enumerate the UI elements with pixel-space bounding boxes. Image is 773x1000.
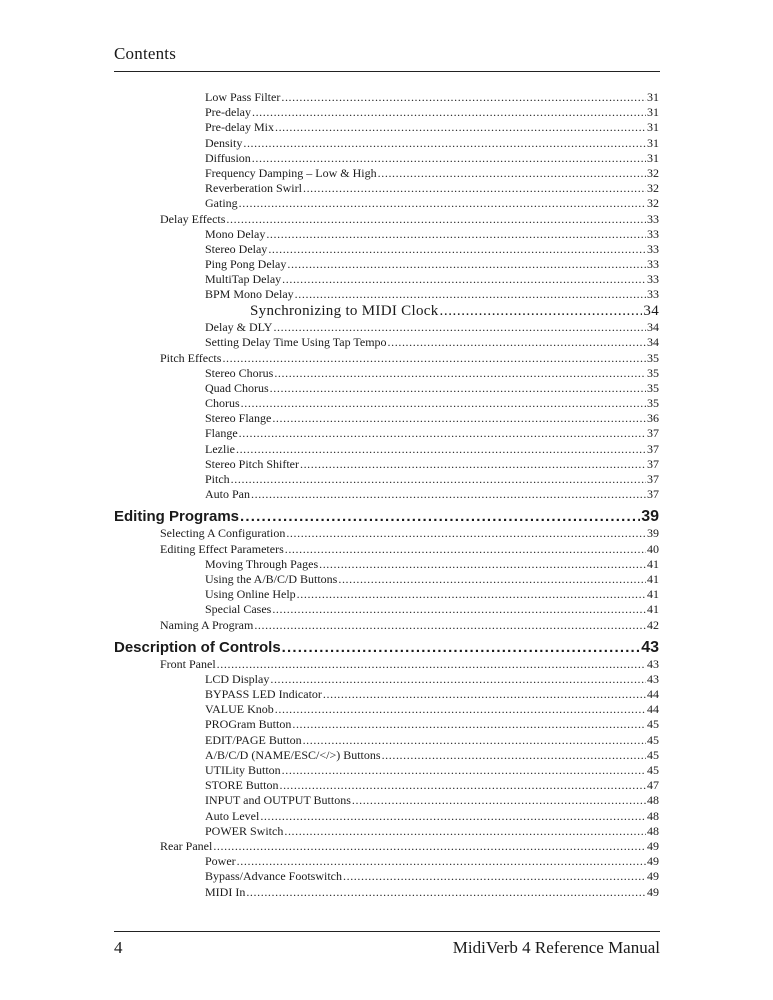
toc-entry-page: 39: [641, 508, 659, 526]
toc-entry[interactable]: [0, 287, 773, 302]
toc-entry-title: A/B/C/D (NAME/ESC/</>) Buttons: [205, 747, 381, 762]
toc-entry-page: 31: [647, 135, 659, 150]
toc-leader-dots: [246, 885, 646, 900]
toc-leader-dots: [254, 618, 646, 633]
toc-entry[interactable]: [0, 672, 773, 687]
toc-entry-title: Lezlie: [205, 441, 235, 456]
toc-entry[interactable]: [0, 272, 773, 287]
toc-entry[interactable]: [0, 257, 773, 272]
toc-entry-title: Selecting A Configuration: [160, 526, 286, 541]
toc-entry[interactable]: [0, 351, 773, 366]
toc-entry-title: Synchronizing to MIDI Clock: [250, 302, 439, 319]
toc-leader-dots: [252, 105, 646, 120]
toc-entry-page: 49: [647, 838, 659, 853]
toc-entry[interactable]: [0, 793, 773, 808]
toc-leader-dots: [272, 411, 646, 426]
toc-entry[interactable]: [0, 824, 773, 839]
toc-entry-page: 42: [647, 617, 659, 632]
toc-leader-dots: [282, 272, 646, 287]
toc-entry-page: 37: [647, 441, 659, 456]
toc-leader-dots: [285, 542, 646, 557]
toc-entry[interactable]: [0, 572, 773, 587]
toc-leader-dots: [303, 181, 646, 196]
toc-entry[interactable]: [0, 687, 773, 702]
toc-entry-title: PROGram Button: [205, 717, 292, 732]
toc-leader-dots: [286, 526, 646, 541]
toc-entry-title: Mono Delay: [205, 226, 266, 241]
toc-entry[interactable]: [0, 396, 773, 411]
page-header-title: Contents: [114, 44, 177, 63]
table-of-contents: [0, 90, 773, 900]
toc-entry-page: 48: [647, 808, 659, 823]
toc-entry-page: 33: [647, 226, 659, 241]
toc-entry-page: 31: [647, 120, 659, 135]
toc-entry-page: 41: [647, 602, 659, 617]
toc-entry-page: 49: [647, 884, 659, 899]
toc-leader-dots: [243, 136, 646, 151]
toc-entry-title: INPUT and OUTPUT Buttons: [205, 793, 351, 808]
toc-leader-dots: [297, 587, 646, 602]
toc-entry-page: 32: [647, 165, 659, 180]
toc-entry-page: 37: [647, 472, 659, 486]
toc-entry-page: 49: [647, 854, 659, 869]
toc-leader-dots: [231, 472, 646, 487]
toc-entry-page: 49: [647, 869, 659, 884]
toc-entry-title: BPM Mono Delay: [205, 287, 294, 302]
toc-leader-dots: [275, 702, 646, 717]
toc-entry[interactable]: [0, 557, 773, 572]
toc-leader-dots: [237, 854, 646, 869]
toc-entry-page: 44: [647, 687, 659, 702]
toc-entry-title: Using Online Help: [205, 587, 296, 602]
toc-entry[interactable]: [0, 136, 773, 151]
toc-leader-dots: [282, 638, 641, 657]
toc-entry-page: 32: [647, 196, 659, 211]
toc-entry[interactable]: [0, 90, 773, 105]
toc-entry-title: Auto Pan: [205, 487, 250, 502]
toc-entry-title: Power: [205, 854, 236, 869]
toc-entry[interactable]: [0, 196, 773, 211]
toc-leader-dots: [287, 257, 646, 272]
toc-leader-dots: [272, 602, 646, 617]
toc-entry-page: 39: [647, 526, 659, 541]
toc-entry-title: Front Panel: [160, 656, 216, 671]
toc-entry-page: 31: [647, 90, 659, 104]
toc-leader-dots: [338, 572, 646, 587]
toc-entry[interactable]: [0, 809, 773, 824]
toc-entry[interactable]: [0, 105, 773, 120]
toc-entry[interactable]: [0, 457, 773, 472]
toc-entry-title: Density: [205, 135, 243, 150]
toc-entry-title: Gating: [205, 196, 238, 211]
toc-leader-dots: [236, 442, 646, 457]
toc-leader-dots: [300, 457, 646, 472]
toc-entry-title: POWER Switch: [205, 823, 284, 838]
toc-entry-page: 40: [647, 541, 659, 556]
toc-entry-title: Pitch Effects: [160, 350, 222, 365]
toc-leader-dots: [273, 320, 646, 335]
toc-entry[interactable]: [0, 381, 773, 396]
toc-entry[interactable]: [0, 411, 773, 426]
toc-entry[interactable]: [0, 854, 773, 869]
toc-leader-dots: [279, 778, 646, 793]
toc-leader-dots: [266, 227, 646, 242]
toc-entry[interactable]: [0, 227, 773, 242]
footer-rule: [114, 931, 660, 932]
toc-leader-dots: [319, 557, 646, 572]
toc-entry-title: Pre-delay: [205, 105, 251, 120]
toc-entry[interactable]: [0, 542, 773, 557]
toc-entry-page: 35: [647, 396, 659, 411]
toc-leader-dots: [295, 287, 646, 302]
toc-leader-dots: [281, 90, 646, 105]
toc-entry[interactable]: [0, 166, 773, 181]
toc-entry-page: 35: [647, 350, 659, 365]
toc-leader-dots: [252, 151, 646, 166]
toc-leader-dots: [388, 335, 646, 350]
toc-leader-dots: [275, 120, 646, 135]
toc-entry[interactable]: [0, 212, 773, 227]
toc-entry-title: Stereo Flange: [205, 411, 272, 426]
toc-entry-page: 31: [647, 105, 659, 120]
toc-leader-dots: [378, 166, 646, 181]
toc-leader-dots: [352, 793, 646, 808]
toc-entry-title: Stereo Delay: [205, 241, 268, 256]
toc-leader-dots: [239, 196, 646, 211]
toc-entry-title: Naming A Program: [160, 617, 254, 632]
toc-entry-title: VALUE Knob: [205, 702, 274, 717]
toc-entry[interactable]: [0, 181, 773, 196]
toc-leader-dots: [284, 824, 646, 839]
toc-leader-dots: [268, 242, 646, 257]
toc-entry-page: 41: [647, 587, 659, 602]
toc-entry-page: 33: [647, 257, 659, 272]
toc-entry[interactable]: [0, 120, 773, 135]
toc-entry-page: 33: [647, 211, 659, 226]
toc-entry-title: Stereo Pitch Shifter: [205, 456, 299, 471]
toc-entry[interactable]: [0, 869, 773, 884]
toc-entry-title: Stereo Chorus: [205, 365, 274, 380]
toc-leader-dots: [240, 507, 640, 526]
toc-entry[interactable]: [0, 778, 773, 793]
toc-entry[interactable]: [0, 733, 773, 748]
toc-entry-page: 45: [647, 747, 659, 762]
toc-entry-page: 36: [647, 411, 659, 426]
toc-entry-page: 35: [647, 380, 659, 395]
toc-leader-dots: [213, 839, 646, 854]
toc-entry-title: EDIT/PAGE Button: [205, 732, 302, 747]
toc-entry-page: 32: [647, 181, 659, 196]
toc-entry-page: 43: [647, 656, 659, 671]
toc-entry-title: MultiTap Delay: [205, 272, 282, 287]
toc-entry[interactable]: [0, 839, 773, 854]
toc-entry-title: Ping Pong Delay: [205, 257, 287, 272]
toc-entry[interactable]: [0, 885, 773, 900]
toc-entry-title: Description of Controls: [114, 638, 281, 656]
toc-leader-dots: [382, 748, 646, 763]
toc-entry[interactable]: [0, 717, 773, 732]
toc-entry-title: Pre-delay Mix: [205, 120, 274, 135]
toc-entry[interactable]: [0, 526, 773, 541]
toc-entry-page: 31: [647, 150, 659, 165]
toc-entry-page: 37: [647, 456, 659, 471]
toc-entry-page: 48: [647, 793, 659, 808]
toc-entry[interactable]: [0, 426, 773, 441]
toc-entry[interactable]: [0, 587, 773, 602]
toc-leader-dots: [303, 733, 646, 748]
toc-entry-title: Flange: [205, 426, 238, 441]
toc-entry-page: 37: [647, 487, 659, 502]
toc-leader-dots: [251, 487, 646, 502]
toc-entry[interactable]: [0, 320, 773, 335]
toc-entry[interactable]: [0, 618, 773, 633]
page-number: 4: [114, 938, 123, 957]
toc-chapter-entry[interactable]: [0, 638, 773, 657]
toc-entry-title: Low Pass Filter: [205, 90, 281, 104]
toc-entry-title: Rear Panel: [160, 838, 213, 853]
toc-entry[interactable]: [0, 748, 773, 763]
toc-entry-title: Moving Through Pages: [205, 556, 319, 571]
toc-leader-dots: [292, 717, 646, 732]
toc-entry-title: STORE Button: [205, 778, 279, 793]
toc-entry-title: Reverberation Swirl: [205, 181, 302, 196]
toc-leader-dots: [217, 657, 646, 672]
toc-entry-title: Auto Level: [205, 808, 260, 823]
toc-entry-title: Frequency Damping – Low & High: [205, 165, 377, 180]
toc-leader-dots: [440, 303, 643, 321]
toc-leader-dots: [282, 763, 646, 778]
toc-entry-title: BYPASS LED Indicator: [205, 687, 322, 702]
toc-entry-page: 43: [641, 638, 659, 656]
toc-entry-page: 45: [647, 763, 659, 777]
toc-entry-page: 33: [647, 272, 659, 287]
toc-entry-title: Special Cases: [205, 602, 272, 617]
toc-leader-dots: [226, 212, 646, 227]
toc-entry[interactable]: [0, 702, 773, 717]
toc-entry-title: Bypass/Advance Footswitch: [205, 869, 342, 884]
toc-entry-page: 45: [647, 717, 659, 732]
toc-leader-dots: [270, 381, 646, 396]
toc-leader-dots: [274, 366, 646, 381]
toc-leader-dots: [241, 396, 646, 411]
toc-leader-dots: [239, 426, 646, 441]
toc-entry[interactable]: [0, 763, 773, 778]
toc-entry-title: Pitch: [205, 472, 230, 486]
toc-entry-page: 35: [647, 365, 659, 380]
toc-entry[interactable]: [0, 487, 773, 502]
toc-chapter-entry[interactable]: [0, 507, 773, 526]
toc-entry[interactable]: [0, 657, 773, 672]
toc-entry[interactable]: [0, 335, 773, 350]
toc-leader-dots: [323, 687, 646, 702]
toc-entry-title: Delay Effects: [160, 211, 226, 226]
toc-entry-page: 43: [647, 671, 659, 686]
toc-entry[interactable]: [0, 242, 773, 257]
toc-entry[interactable]: [0, 366, 773, 381]
toc-entry-page: 41: [647, 556, 659, 571]
toc-entry-page: 47: [647, 778, 659, 793]
toc-leader-dots: [270, 672, 646, 687]
toc-entry-page: 41: [647, 571, 659, 586]
toc-entry-title: MIDI In: [205, 884, 246, 899]
toc-entry-title: Editing Programs: [114, 508, 240, 526]
toc-entry[interactable]: [0, 303, 773, 321]
toc-entry-title: UTILity Button: [205, 763, 281, 777]
toc-entry-page: 34: [647, 335, 659, 350]
toc-entry-page: 45: [647, 732, 659, 747]
toc-entry[interactable]: [0, 472, 773, 487]
toc-entry-title: Diffusion: [205, 150, 251, 165]
toc-entry-page: 44: [647, 702, 659, 717]
toc-entry-page: 34: [647, 320, 659, 335]
toc-entry[interactable]: [0, 602, 773, 617]
toc-entry-title: Editing Effect Parameters: [160, 541, 284, 556]
toc-entry-page: 33: [647, 241, 659, 256]
toc-entry-page: 37: [647, 426, 659, 441]
toc-entry-title: Chorus: [205, 396, 240, 411]
toc-entry-title: Using the A/B/C/D Buttons: [205, 571, 338, 586]
header-rule: [114, 71, 660, 72]
toc-entry-page: 48: [647, 823, 659, 838]
toc-entry[interactable]: [0, 442, 773, 457]
manual-title: MidiVerb 4 Reference Manual: [452, 938, 660, 957]
toc-leader-dots: [222, 351, 646, 366]
toc-entry-title: LCD Display: [205, 671, 270, 686]
toc-entry-page: 34: [643, 302, 659, 319]
page-footer: [114, 938, 660, 958]
toc-entry-title: Delay & DLY: [205, 320, 273, 335]
toc-entry-title: Setting Delay Time Using Tap Tempo: [205, 335, 387, 350]
toc-entry[interactable]: [0, 151, 773, 166]
toc-entry-title: Quad Chorus: [205, 380, 269, 395]
toc-entry-page: 33: [647, 287, 659, 302]
toc-leader-dots: [343, 869, 646, 884]
toc-leader-dots: [260, 809, 646, 824]
